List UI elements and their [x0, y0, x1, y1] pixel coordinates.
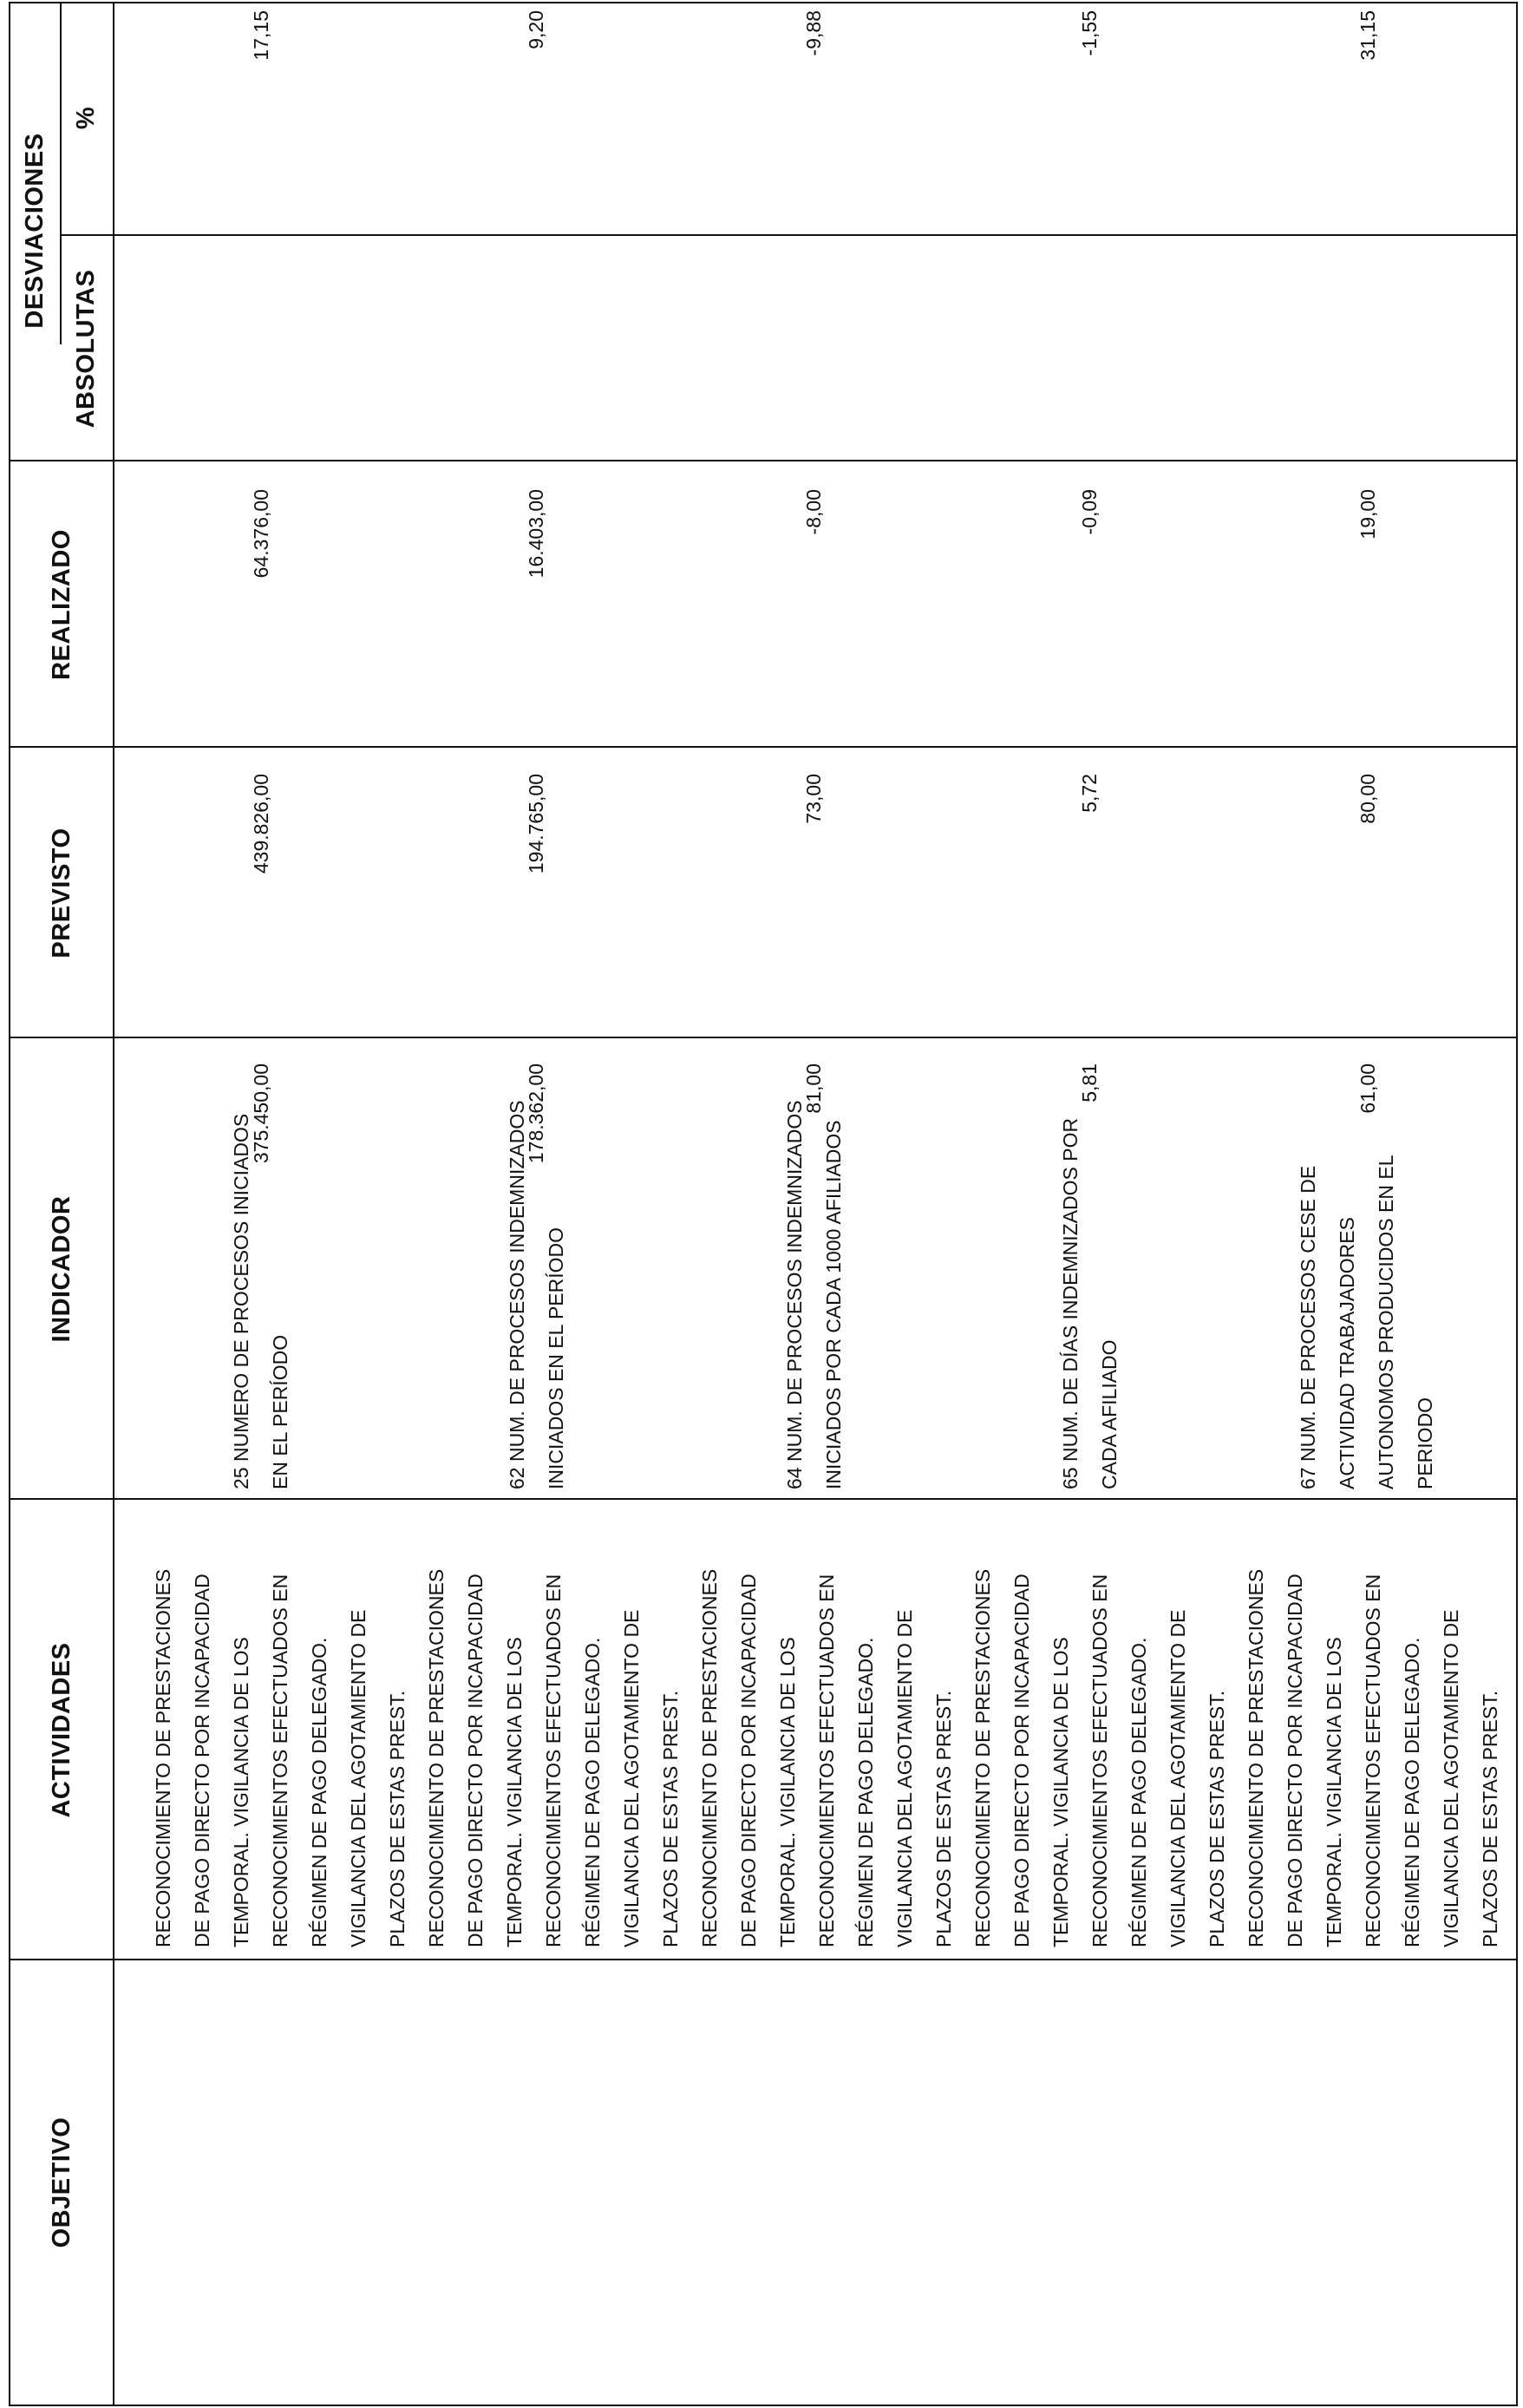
indicador-cell: [1051, 1118, 1129, 1489]
text-line: TEMPORAL. VIGILANCIA DE LOS: [230, 1637, 252, 1947]
realizado-value: 439.826,00: [250, 774, 272, 874]
text-line: 67 NUM. DE PROCESOS CESE DE: [1297, 1165, 1319, 1489]
text-line: CADA AFILIADO: [1098, 1339, 1121, 1489]
text-line: INICIADOS POR CADA 1000 AFILIADOS: [822, 1120, 845, 1489]
porcentaje-value: 31,15: [1356, 10, 1379, 61]
indicators-table: [9, 2, 1518, 2406]
text-line: INICIADOS EN EL PERÍODO: [545, 1227, 567, 1489]
absolutas-value: 16.403,00: [525, 489, 547, 579]
header-actividades: ACTIVIDADES: [47, 1642, 75, 1818]
text-line: RECONOCIMIENTO DE PRESTACIONES: [1245, 1568, 1267, 1947]
text-line: RECONOCIMIENTOS EFECTUADOS EN: [269, 1574, 291, 1947]
text-line: 64 NUM. DE PROCESOS INDEMNIZADOS: [783, 1100, 806, 1489]
absolutas-value: 64.376,00: [250, 489, 272, 579]
realizado-value: 5,72: [1078, 774, 1101, 813]
previsto-value: 375.450,00: [250, 1063, 272, 1164]
text-line: PLAZOS DE ESTAS PREST.: [659, 1690, 682, 1947]
previsto-value: 5,81: [1078, 1063, 1101, 1103]
text-line: DE PAGO DIRECTO POR INCAPACIDAD: [1284, 1574, 1306, 1947]
text-line: VIGILANCIA DEL AGOTAMIENTO DE: [1167, 1609, 1189, 1947]
text-line: TEMPORAL. VIGILANCIA DE LOS: [776, 1637, 799, 1947]
text-line: 65 NUM. DE DÍAS INDEMNIZADOS POR: [1059, 1117, 1082, 1489]
absolutas-value: -0,09: [1078, 489, 1101, 535]
col-divider-6: [60, 234, 1516, 236]
previsto-value: 81,00: [802, 1063, 825, 1114]
text-line: RÉGIMEN DE PAGO DELEGADO.: [581, 1637, 604, 1947]
text-line: PERIODO: [1414, 1397, 1436, 1489]
porcentaje-value: -1,55: [1078, 10, 1101, 56]
text-line: RECONOCIMIENTOS EFECTUADOS EN: [542, 1574, 565, 1947]
realizado-value: 73,00: [802, 774, 825, 824]
text-line: VIGILANCIA DEL AGOTAMIENTO DE: [893, 1609, 916, 1947]
actividades-cell: [144, 1569, 1510, 1947]
realizado-value: 194.765,00: [525, 774, 547, 874]
text-line: RÉGIMEN DE PAGO DELEGADO.: [1401, 1637, 1423, 1947]
col-divider-5: [10, 460, 1516, 461]
text-line: AUTONOMOS PRODUCIDOS EN EL: [1375, 1155, 1397, 1489]
text-line: RECONOCIMIENTOS EFECTUADOS EN: [1362, 1574, 1384, 1947]
previsto-value: 61,00: [1356, 1063, 1379, 1114]
text-line: TEMPORAL. VIGILANCIA DE LOS: [1323, 1637, 1345, 1947]
text-line: RECONOCIMIENTOS EFECTUADOS EN: [1088, 1574, 1111, 1947]
header-indicador: INDICADOR: [47, 1195, 75, 1343]
col-divider-2: [10, 1498, 1516, 1500]
indicador-cell: [775, 1100, 853, 1489]
col-divider-4: [10, 746, 1516, 748]
text-line: PLAZOS DE ESTAS PREST.: [1206, 1690, 1228, 1947]
text-line: RECONOCIMIENTO DE PRESTACIONES: [971, 1568, 994, 1947]
text-line: VIGILANCIA DEL AGOTAMIENTO DE: [347, 1609, 369, 1947]
indicador-cell: [1289, 1155, 1445, 1489]
indicador-cell: [222, 1114, 300, 1489]
porcentaje-value: 9,20: [525, 10, 547, 49]
text-line: DE PAGO DIRECTO POR INCAPACIDAD: [737, 1574, 760, 1947]
text-line: DE PAGO DIRECTO POR INCAPACIDAD: [1010, 1574, 1033, 1947]
header-absolutas: ABSOLUTAS: [72, 269, 100, 429]
text-line: TEMPORAL. VIGILANCIA DE LOS: [1049, 1637, 1072, 1947]
text-line: RECONOCIMIENTO DE PRESTACIONES: [698, 1568, 721, 1947]
absolutas-value: 19,00: [1356, 489, 1379, 540]
header-previsto: PREVISTO: [47, 828, 75, 959]
text-line: PLAZOS DE ESTAS PREST.: [932, 1690, 955, 1947]
realizado-value: 80,00: [1356, 774, 1379, 824]
text-line: DE PAGO DIRECTO POR INCAPACIDAD: [464, 1574, 487, 1947]
text-line: VIGILANCIA DEL AGOTAMIENTO DE: [1440, 1609, 1462, 1947]
header-objetivo: OBJETIVO: [47, 2117, 75, 2248]
col-divider-1: [10, 1959, 1516, 1960]
text-line: ACTIVIDAD TRABAJADORES: [1336, 1217, 1358, 1489]
text-line: TEMPORAL. VIGILANCIA DE LOS: [503, 1637, 526, 1947]
text-line: RECONOCIMIENTO DE PRESTACIONES: [425, 1568, 448, 1947]
text-line: PLAZOS DE ESTAS PREST.: [1479, 1690, 1501, 1947]
absolutas-value: -8,00: [802, 489, 825, 535]
header-desviaciones: DESVIACIONES: [21, 133, 49, 329]
text-line: RÉGIMEN DE PAGO DELEGADO.: [308, 1637, 330, 1947]
header-realizado: REALIZADO: [47, 529, 75, 680]
text-line: DE PAGO DIRECTO POR INCAPACIDAD: [191, 1574, 213, 1947]
text-line: 62 NUM. DE PROCESOS INDEMNIZADOS: [506, 1100, 528, 1489]
porcentaje-value: -9,88: [802, 10, 825, 56]
text-line: RECONOCIMIENTO DE PRESTACIONES: [152, 1568, 174, 1947]
previsto-value: 178.362,00: [525, 1063, 547, 1164]
col-divider-3: [10, 1037, 1516, 1038]
text-line: 25 NUMERO DE PROCESOS INICIADOS: [230, 1113, 252, 1489]
text-line: RÉGIMEN DE PAGO DELEGADO.: [854, 1637, 877, 1947]
text-line: PLAZOS DE ESTAS PREST.: [386, 1690, 409, 1947]
header-porcentaje: %: [72, 106, 100, 130]
text-line: VIGILANCIA DEL AGOTAMIENTO DE: [620, 1609, 643, 1947]
porcentaje-value: 17,15: [250, 10, 272, 61]
text-line: EN EL PERÍODO: [269, 1334, 291, 1489]
text-line: RECONOCIMIENTOS EFECTUADOS EN: [815, 1574, 838, 1947]
text-line: RÉGIMEN DE PAGO DELEGADO.: [1128, 1637, 1150, 1947]
header-divider: [113, 3, 114, 2405]
